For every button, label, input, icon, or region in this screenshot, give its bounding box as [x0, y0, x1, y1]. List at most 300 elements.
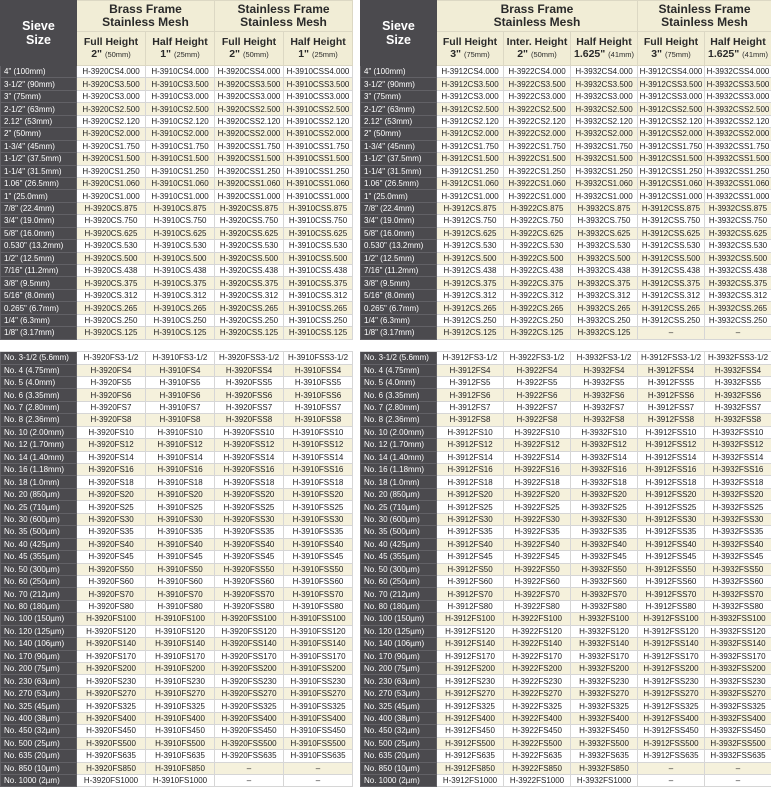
part-number-cell: H-3920FSS450: [215, 725, 284, 737]
table-row: [1, 90, 353, 102]
part-number-cell: H-3912FS500: [437, 737, 504, 749]
table-row: [1, 675, 353, 687]
part-number-cell: H-3922FS850: [504, 762, 571, 774]
part-number-cell: H-3932FS7: [571, 401, 638, 413]
table-row: [1, 762, 353, 774]
part-number-cell: H-3910FS18: [146, 476, 215, 488]
table-row: [1, 625, 353, 637]
part-number-cell: H-3932FSS50: [705, 563, 771, 575]
table-row: [361, 663, 771, 675]
part-number-cell: H-3920FSS140: [215, 638, 284, 650]
sieve-size-cell: 1/2" (12.5mm): [1, 252, 77, 264]
part-number-cell: H-3922FS230: [504, 675, 571, 687]
sieve-size-cell: No. 230 (63µm): [361, 675, 437, 687]
sieve-size-cell: No. 230 (63µm): [1, 675, 77, 687]
table-row: [361, 551, 771, 563]
part-number-cell: H-3910CSS.530: [284, 240, 353, 252]
part-number-cell: H-3912FSS10: [638, 426, 705, 438]
part-number-cell: H-3912CSS.312: [638, 289, 705, 301]
part-number-cell: H-3910FS80: [146, 600, 215, 612]
table-row: [1, 153, 353, 165]
height-metric: (75mm): [464, 50, 490, 59]
part-number-cell: H-3910CS.750: [146, 215, 215, 227]
sieve-size-header: [361, 1, 437, 66]
sieve-size-cell: No. 400 (38µm): [361, 712, 437, 724]
part-number-cell: –: [638, 774, 705, 786]
part-number-cell: H-3932FSS40: [705, 538, 771, 550]
part-number-cell: H-3912CS3.500: [437, 78, 504, 90]
part-number-cell: H-3912FS40: [437, 538, 504, 550]
part-number-cell: H-3922FS20: [504, 488, 571, 500]
table-row: [361, 352, 771, 364]
part-number-cell: H-3910CS.438: [146, 265, 215, 277]
table-row: [361, 451, 771, 463]
part-number-cell: H-3920CSS1.250: [215, 165, 284, 177]
part-number-cell: H-3920FS170: [77, 650, 146, 662]
sieve-size-cell: 1/2" (12.5mm): [361, 252, 437, 264]
part-number-cell: H-3912FS450: [437, 725, 504, 737]
table-row: [361, 638, 771, 650]
part-number-cell: H-3910FS450: [146, 725, 215, 737]
sieve-size-cell: No. 450 (32µm): [1, 725, 77, 737]
part-number-cell: H-3910FSS70: [284, 588, 353, 600]
part-number-cell: H-3910FS20: [146, 488, 215, 500]
part-number-cell: H-3920CSS.265: [215, 302, 284, 314]
part-number-cell: H-3922CS3.500: [504, 78, 571, 90]
part-number-cell: H-3912FS6: [437, 389, 504, 401]
part-number-cell: H-3922CS1.500: [504, 153, 571, 165]
part-number-cell: H-3910FS8: [146, 414, 215, 426]
section-divider: [361, 339, 771, 351]
part-number-cell: H-3920FS100: [77, 613, 146, 625]
part-number-cell: H-3910CS3.000: [146, 90, 215, 102]
part-number-cell: H-3912CSS.250: [638, 314, 705, 326]
height-column-header: [504, 32, 571, 66]
part-number-cell: H-3912FS170: [437, 650, 504, 662]
sieve-size-cell: No. 14 (1.40mm): [361, 451, 437, 463]
part-number-cell: H-3912CSS2.000: [638, 128, 705, 140]
part-number-cell: H-3922CS1.060: [504, 177, 571, 189]
part-number-cell: H-3932CSS4.000: [705, 66, 771, 78]
part-number-cell: H-3922FS18: [504, 476, 571, 488]
sieve-size-cell: No. 16 (1.18mm): [361, 464, 437, 476]
table-row: [361, 177, 771, 189]
part-number-cell: H-3910FSS8: [284, 414, 353, 426]
part-number-cell: H-3912CS.625: [437, 227, 504, 239]
group-header-row: [361, 1, 771, 32]
part-number-cell: H-3912FS1000: [437, 774, 504, 786]
part-number-cell: H-3910FS35: [146, 526, 215, 538]
part-number-cell: H-3910CS.265: [146, 302, 215, 314]
part-number-cell: H-3912FSS40: [638, 538, 705, 550]
table-row: [1, 526, 353, 538]
height-size: 2": [517, 48, 528, 60]
table-row: [361, 774, 771, 786]
height-size: 1": [160, 48, 171, 60]
part-number-cell: H-3932FS500: [571, 737, 638, 749]
table-row: [1, 140, 353, 152]
part-number-cell: H-3932CSS1.000: [705, 190, 771, 202]
part-number-cell: H-3912CS.312: [437, 289, 504, 301]
part-number-cell: H-3912FSS12: [638, 439, 705, 451]
part-number-cell: H-3912FS30: [437, 513, 504, 525]
part-number-cell: H-3912FSS6: [638, 389, 705, 401]
height-column-header: [705, 32, 771, 66]
part-number-cell: H-3932CSS.250: [705, 314, 771, 326]
part-number-cell: H-3910FSS25: [284, 501, 353, 513]
sieve-size-cell: 1/8" (3.17mm): [1, 327, 77, 339]
part-number-cell: H-3912FS50: [437, 563, 504, 575]
table-row: [361, 439, 771, 451]
part-number-cell: H-3910FSS170: [284, 650, 353, 662]
part-number-cell: H-3922FS170: [504, 650, 571, 662]
part-number-cell: H-3910FS5: [146, 376, 215, 388]
part-number-cell: H-3932CS.530: [571, 240, 638, 252]
table-row: [1, 115, 353, 127]
part-number-cell: H-3932FS850: [571, 762, 638, 774]
part-number-cell: H-3922FS12: [504, 439, 571, 451]
part-number-cell: H-3910FS30: [146, 513, 215, 525]
part-number-cell: H-3920FSS16: [215, 464, 284, 476]
table-row: [361, 526, 771, 538]
part-number-cell: H-3920FS35: [77, 526, 146, 538]
sieve-size-cell: No. 16 (1.18mm): [1, 464, 77, 476]
sieve-size-cell: No. 1000 (2µm): [1, 774, 77, 786]
part-number-cell: H-3910CSS4.000: [284, 66, 353, 78]
part-number-cell: H-3920FS60: [77, 575, 146, 587]
part-number-cell: H-3912CSS.500: [638, 252, 705, 264]
part-number-cell: H-3910CSS.312: [284, 289, 353, 301]
part-number-cell: H-3912FSS400: [638, 712, 705, 724]
part-number-cell: H-3912CS.750: [437, 215, 504, 227]
part-number-cell: H-3910FS10: [146, 426, 215, 438]
table-row: [1, 215, 353, 227]
sieve-size-cell: No. 35 (500µm): [1, 526, 77, 538]
part-number-cell: H-3922CS.500: [504, 252, 571, 264]
part-number-cell: H-3912CSS3.000: [638, 90, 705, 102]
part-number-cell: H-3920FSS170: [215, 650, 284, 662]
table-row: [1, 190, 353, 202]
part-number-cell: –: [215, 762, 284, 774]
part-number-cell: H-3912FSS16: [638, 464, 705, 476]
part-number-cell: H-3932FSS10: [705, 426, 771, 438]
part-number-cell: H-3910CS2.500: [146, 103, 215, 115]
sieve-size-cell: No. 450 (32µm): [361, 725, 437, 737]
table-row: [1, 426, 353, 438]
sieve-size-cell: 0.530" (13.2mm): [1, 240, 77, 252]
height-column-header: [571, 32, 638, 66]
part-number-cell: H-3912FS4: [437, 364, 504, 376]
sieve-size-cell: 5/8" (16.0mm): [361, 227, 437, 239]
part-number-cell: H-3920FS1000: [77, 774, 146, 786]
part-number-cell: H-3932FSS12: [705, 439, 771, 451]
part-number-cell: H-3912FSS140: [638, 638, 705, 650]
part-number-cell: H-3912FSS270: [638, 687, 705, 699]
part-number-cell: H-3910FSS40: [284, 538, 353, 550]
part-number-cell: H-3920CS.312: [77, 289, 146, 301]
sieve-size-cell: No. 20 (850µm): [1, 488, 77, 500]
table-row: [1, 750, 353, 762]
part-number-cell: H-3922FS7: [504, 401, 571, 413]
part-number-cell: H-3932CS2.000: [571, 128, 638, 140]
part-number-cell: H-3932CSS3.000: [705, 90, 771, 102]
table-row: [361, 712, 771, 724]
part-number-cell: H-3912FS10: [437, 426, 504, 438]
part-number-cell: H-3932FS25: [571, 501, 638, 513]
table-row: [1, 600, 353, 612]
part-number-cell: H-3932CS.312: [571, 289, 638, 301]
sieve-size-cell: No. 35 (500µm): [361, 526, 437, 538]
part-number-cell: –: [705, 774, 771, 786]
part-number-cell: H-3932CS4.000: [571, 66, 638, 78]
part-number-cell: H-3912FS16: [437, 464, 504, 476]
part-number-cell: H-3910CS4.000: [146, 66, 215, 78]
table-row: [361, 625, 771, 637]
sieve-size-cell: No. 100 (150µm): [1, 613, 77, 625]
part-number-cell: H-3932FSS30: [705, 513, 771, 525]
height-label: Half Height: [290, 36, 345, 48]
part-number-cell: H-3920CS.265: [77, 302, 146, 314]
part-number-cell: H-3910FS200: [146, 663, 215, 675]
table-row: [361, 414, 771, 426]
part-number-cell: H-3910FS230: [146, 675, 215, 687]
part-number-cell: H-3912FS18: [437, 476, 504, 488]
part-number-cell: H-3910FSS230: [284, 675, 353, 687]
part-number-cell: H-3912FSS50: [638, 563, 705, 575]
part-number-cell: H-3912FSS200: [638, 663, 705, 675]
part-number-cell: H-3922FS450: [504, 725, 571, 737]
part-number-cell: H-3910FS60: [146, 575, 215, 587]
part-number-cell: H-3932CSS.500: [705, 252, 771, 264]
height-label: Inter. Height: [507, 36, 568, 48]
part-number-cell: H-3932FS170: [571, 650, 638, 662]
part-number-cell: H-3912FSS14: [638, 451, 705, 463]
part-number-cell: H-3910FS100: [146, 613, 215, 625]
sieve-size-cell: No. 270 (53µm): [361, 687, 437, 699]
part-number-cell: H-3912FS325: [437, 700, 504, 712]
table-row: [361, 66, 771, 78]
part-number-cell: H-3932FS70: [571, 588, 638, 600]
part-number-cell: H-3912FSS5: [638, 376, 705, 388]
part-number-cell: H-3910FSS60: [284, 575, 353, 587]
part-number-cell: H-3932CSS2.120: [705, 115, 771, 127]
part-number-cell: H-3910CS1.000: [146, 190, 215, 202]
part-number-cell: H-3912CS.438: [437, 265, 504, 277]
part-number-cell: H-3932CSS1.750: [705, 140, 771, 152]
part-number-cell: H-3922FS30: [504, 513, 571, 525]
sieve-size-cell: No. 850 (10µm): [1, 762, 77, 774]
part-number-cell: H-3920FS5: [77, 376, 146, 388]
part-number-cell: H-3920FS450: [77, 725, 146, 737]
part-number-cell: H-3912CSS1.000: [638, 190, 705, 202]
part-number-cell: H-3920FS120: [77, 625, 146, 637]
part-number-cell: H-3912FSS450: [638, 725, 705, 737]
part-number-cell: H-3922FS8: [504, 414, 571, 426]
part-number-cell: H-3932CSS2.500: [705, 103, 771, 115]
part-number-cell: H-3910FS270: [146, 687, 215, 699]
part-number-cell: H-3922FS200: [504, 663, 571, 675]
part-number-cell: H-3922FS270: [504, 687, 571, 699]
part-number-cell: H-3922CS.530: [504, 240, 571, 252]
part-number-cell: H-3910CSS2.000: [284, 128, 353, 140]
part-number-cell: H-3932CS1.250: [571, 165, 638, 177]
part-number-cell: H-3912CS.375: [437, 277, 504, 289]
table-row: [361, 364, 771, 376]
frame-group-header-line: Brass Frame: [109, 2, 182, 16]
frame-group-header-line: Brass Frame: [501, 2, 574, 16]
part-number-cell: H-3912CS4.000: [437, 66, 504, 78]
part-number-cell: H-3910CS.125: [146, 327, 215, 339]
part-number-cell: H-3912CSS.875: [638, 202, 705, 214]
table-row: [1, 66, 353, 78]
part-number-cell: H-3932FS140: [571, 638, 638, 650]
frame-group-header-line: Stainless Mesh: [494, 15, 581, 29]
table-row: [361, 78, 771, 90]
part-number-cell: H-3912FS7: [437, 401, 504, 413]
part-number-cell: H-3910CS.312: [146, 289, 215, 301]
sieve-size-cell: No. 40 (425µm): [1, 538, 77, 550]
part-number-cell: H-3920CS.750: [77, 215, 146, 227]
part-number-cell: H-3912FSS18: [638, 476, 705, 488]
sieve-size-cell: 0.265" (6.7mm): [1, 302, 77, 314]
part-number-cell: H-3922FS35: [504, 526, 571, 538]
table-row: [361, 90, 771, 102]
part-number-cell: H-3910FS850: [146, 762, 215, 774]
table-row: [361, 513, 771, 525]
part-number-cell: H-3932FS60: [571, 575, 638, 587]
part-number-cell: H-3922FS60: [504, 575, 571, 587]
part-number-cell: H-3920FS500: [77, 737, 146, 749]
part-number-cell: H-3910FSS12: [284, 439, 353, 451]
part-number-cell: H-3910CS3.500: [146, 78, 215, 90]
part-number-cell: H-3932FSS5: [705, 376, 771, 388]
part-number-cell: H-3932CS3.000: [571, 90, 638, 102]
part-number-cell: H-3922FS325: [504, 700, 571, 712]
part-number-cell: H-3910CSS.750: [284, 215, 353, 227]
part-number-cell: H-3920FS3-1/2: [77, 352, 146, 364]
part-number-cell: H-3932FS40: [571, 538, 638, 550]
part-number-cell: H-3912FS100: [437, 613, 504, 625]
part-number-cell: H-3920FSS500: [215, 737, 284, 749]
part-number-cell: H-3932FSS7: [705, 401, 771, 413]
part-number-cell: H-3920FSS14: [215, 451, 284, 463]
sieve-size-cell: 5/8" (16.0mm): [1, 227, 77, 239]
sieve-size-cell: No. 140 (106µm): [361, 638, 437, 650]
table-row: [1, 352, 353, 364]
part-number-cell: H-3932FS100: [571, 613, 638, 625]
sieve-size-cell: 0.265" (6.7mm): [361, 302, 437, 314]
part-number-cell: H-3912FS8: [437, 414, 504, 426]
part-number-cell: H-3912CS2.120: [437, 115, 504, 127]
table-row: [1, 364, 353, 376]
part-number-cell: H-3932CS1.750: [571, 140, 638, 152]
sieve-size-cell: No. 18 (1.0mm): [361, 476, 437, 488]
table-row: [1, 700, 353, 712]
part-number-cell: H-3920FS80: [77, 600, 146, 612]
part-number-cell: H-3912FS12: [437, 439, 504, 451]
part-number-cell: H-3920CSS4.000: [215, 66, 284, 78]
part-number-cell: H-3922FS45: [504, 551, 571, 563]
sieve-size-cell: No. 4 (4.75mm): [361, 364, 437, 376]
height-size: 1.625": [574, 48, 605, 60]
height-column-header: [215, 32, 284, 66]
part-number-cell: H-3912CSS1.250: [638, 165, 705, 177]
part-number-cell: H-3920FSS12: [215, 439, 284, 451]
part-number-cell: H-3910FSS16: [284, 464, 353, 476]
table-row: [1, 302, 353, 314]
table-row: [1, 277, 353, 289]
sieve-size-cell: No. 70 (212µm): [361, 588, 437, 600]
part-number-cell: H-3932FSS20: [705, 488, 771, 500]
part-number-cell: H-3912CS1.500: [437, 153, 504, 165]
sieve-size-cell: 2" (50mm): [1, 128, 77, 140]
table-row: [361, 725, 771, 737]
part-number-cell: H-3932CS.750: [571, 215, 638, 227]
part-number-cell: H-3922FS80: [504, 600, 571, 612]
part-number-cell: H-3910FS25: [146, 501, 215, 513]
part-number-cell: –: [705, 762, 771, 774]
table-row: [1, 78, 353, 90]
part-number-cell: H-3910FSS400: [284, 712, 353, 724]
part-number-cell: H-3910FSS100: [284, 613, 353, 625]
part-number-cell: H-3922CS1.750: [504, 140, 571, 152]
table-row: [361, 600, 771, 612]
part-number-cell: H-3920CSS.875: [215, 202, 284, 214]
part-number-cell: H-3912CSS1.750: [638, 140, 705, 152]
table-row: [361, 426, 771, 438]
part-number-cell: H-3920FSS100: [215, 613, 284, 625]
part-number-cell: H-3912FS3-1/2: [437, 352, 504, 364]
part-number-cell: H-3912FS850: [437, 762, 504, 774]
part-number-cell: H-3932CSS.312: [705, 289, 771, 301]
part-number-cell: H-3920FSS270: [215, 687, 284, 699]
table-row: [1, 439, 353, 451]
part-number-cell: H-3932FSS230: [705, 675, 771, 687]
part-number-cell: H-3912FSS7: [638, 401, 705, 413]
height-label: Half Height: [576, 36, 631, 48]
part-number-cell: H-3920CS1.750: [77, 140, 146, 152]
table-row: [361, 501, 771, 513]
part-number-cell: H-3920FS18: [77, 476, 146, 488]
part-number-cell: H-3910CSS.500: [284, 252, 353, 264]
sieve-size-cell: No. 45 (355µm): [1, 551, 77, 563]
table-row: [361, 215, 771, 227]
sieve-size-cell: 1.06" (26.5mm): [361, 177, 437, 189]
sieve-size-cell: 2-1/2" (63mm): [361, 103, 437, 115]
part-number-cell: H-3932FS30: [571, 513, 638, 525]
sieve-size-cell: No. 7 (2.80mm): [1, 401, 77, 413]
part-number-cell: H-3910FSS10: [284, 426, 353, 438]
table-row: [361, 265, 771, 277]
table-row: [361, 687, 771, 699]
sieve-size-cell: 3/8" (9.5mm): [361, 277, 437, 289]
sieve-size-cell: 3-1/2" (90mm): [1, 78, 77, 90]
part-number-cell: H-3932CSS.530: [705, 240, 771, 252]
part-number-cell: H-3912FS25: [437, 501, 504, 513]
part-number-cell: H-3910FS50: [146, 563, 215, 575]
part-number-cell: H-3932FSS635: [705, 750, 771, 762]
part-number-cell: H-3932FSS200: [705, 663, 771, 675]
part-number-cell: H-3920CSS3.000: [215, 90, 284, 102]
part-number-cell: H-3932CSS.875: [705, 202, 771, 214]
part-number-cell: H-3920FSS45: [215, 551, 284, 563]
frame-group-header-line: Stainless Frame: [238, 2, 330, 16]
part-number-cell: H-3920CS1.500: [77, 153, 146, 165]
table-row: [1, 638, 353, 650]
frame-group-header: [437, 1, 638, 32]
part-number-cell: H-3932CSS1.500: [705, 153, 771, 165]
part-number-cell: H-3932CSS.750: [705, 215, 771, 227]
